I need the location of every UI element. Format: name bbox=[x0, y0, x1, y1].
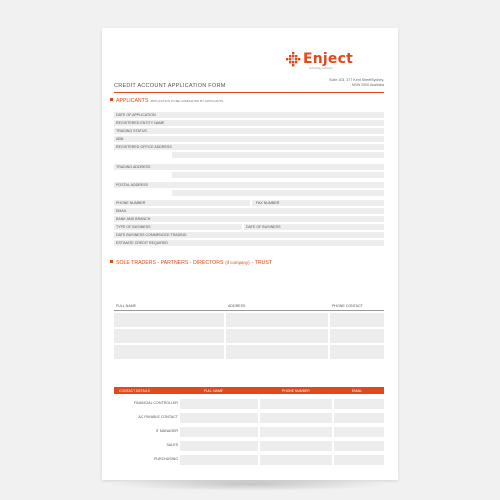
column-header-full-name: FULL NAME bbox=[116, 304, 137, 308]
address-line-1: Suite 103, 377 Kent StreetSydney, bbox=[329, 78, 384, 82]
applicants-title: APPLICANTS bbox=[116, 98, 149, 104]
phone-number-cell[interactable] bbox=[260, 413, 332, 423]
full-name-cell[interactable] bbox=[180, 441, 258, 451]
trading-address-line-2[interactable] bbox=[114, 172, 384, 178]
field-label: PHONE NUMBER bbox=[116, 201, 146, 205]
email-cell[interactable] bbox=[334, 427, 384, 437]
contact-table-header bbox=[114, 387, 384, 394]
table-cell[interactable] bbox=[226, 345, 328, 359]
full-name-cell[interactable] bbox=[180, 455, 258, 465]
field-label: REGISTERED OFFICE ADDRESS bbox=[116, 145, 172, 149]
business-type-row[interactable] bbox=[114, 224, 384, 230]
trading-status-field[interactable] bbox=[114, 128, 384, 134]
full-name-cell[interactable] bbox=[180, 413, 258, 423]
table-header-rule bbox=[114, 310, 384, 311]
registered-office-address-field[interactable] bbox=[114, 144, 384, 150]
column-header-full-name: FULL NAME bbox=[204, 388, 223, 393]
contact-row-ac-payable bbox=[114, 413, 384, 423]
phone-number-cell[interactable] bbox=[260, 427, 332, 437]
table-cell[interactable] bbox=[114, 345, 224, 359]
postal-address-line-2[interactable] bbox=[114, 190, 384, 196]
column-header-phone-number: PHONE NUMBER bbox=[282, 388, 310, 393]
contact-row-it-manager bbox=[114, 427, 384, 437]
column-header-address: ADDRESS bbox=[228, 304, 246, 308]
date-commenced-trading-field[interactable] bbox=[114, 232, 384, 238]
email-cell[interactable] bbox=[334, 399, 384, 409]
field-label: ABN bbox=[116, 137, 124, 141]
email-cell[interactable] bbox=[334, 413, 384, 423]
registered-entity-name-field[interactable] bbox=[114, 120, 384, 126]
logo-tagline: technology solutions bbox=[309, 67, 333, 70]
field-label: FAX NUMBER bbox=[256, 201, 280, 205]
sole-traders-section-header bbox=[110, 260, 272, 266]
phone-number-cell[interactable] bbox=[260, 441, 332, 451]
field-label: POSTAL ADDRESS bbox=[116, 183, 148, 187]
table-cell[interactable] bbox=[330, 313, 384, 327]
contact-role-label: AC PAYABLE CONTACT bbox=[138, 415, 178, 419]
postal-address-field[interactable] bbox=[114, 182, 384, 188]
field-label: ESTIMATE CREDIT REQUIRED bbox=[116, 241, 168, 245]
phone-fax-row[interactable] bbox=[114, 200, 384, 206]
field-label: REGISTERED ENTITY NAME bbox=[116, 121, 165, 125]
trading-address-field[interactable] bbox=[114, 164, 384, 170]
form-title: CREDIT ACCOUNT APPLICATION FORM bbox=[114, 83, 226, 89]
contact-role-label: PURCHASING bbox=[154, 457, 178, 461]
email-field[interactable] bbox=[114, 208, 384, 214]
abn-field[interactable] bbox=[114, 136, 384, 142]
logo-wordmark: Enject bbox=[303, 51, 354, 67]
table-cell[interactable] bbox=[226, 313, 328, 327]
field-label: DATE OF BUSINESS bbox=[246, 225, 281, 229]
full-name-cell[interactable] bbox=[180, 427, 258, 437]
email-cell[interactable] bbox=[334, 441, 384, 451]
registered-office-address-line-2[interactable] bbox=[114, 152, 384, 158]
table-cell[interactable] bbox=[114, 329, 224, 343]
table-cell[interactable] bbox=[330, 329, 384, 343]
company-address bbox=[329, 78, 384, 88]
bank-and-branch-field[interactable] bbox=[114, 216, 384, 222]
table-cell[interactable] bbox=[114, 313, 224, 327]
form-page bbox=[102, 28, 398, 480]
column-header-contact-details: CONTACT DETAILS bbox=[119, 388, 150, 393]
estimate-credit-required-field[interactable] bbox=[114, 240, 384, 246]
contact-role-label: IT MANAGER bbox=[155, 429, 178, 433]
section-bullet-icon bbox=[110, 260, 113, 263]
column-header-phone-contact: PHONE CONTACT bbox=[332, 304, 363, 308]
date-of-application-field[interactable] bbox=[114, 112, 384, 118]
field-label: BANK AND BRANCH bbox=[116, 217, 151, 221]
section-bullet-icon bbox=[110, 98, 113, 101]
company-logo bbox=[286, 49, 353, 69]
column-header-email: EMAIL bbox=[352, 388, 363, 393]
field-label: TRADING STATUS bbox=[116, 129, 147, 133]
email-cell[interactable] bbox=[334, 455, 384, 465]
applicants-section-header bbox=[110, 98, 223, 104]
field-label: EMAIL bbox=[116, 209, 127, 213]
contact-role-label: SALES bbox=[166, 443, 178, 447]
field-label: DATE BUSINESS COMMENCED TRADING bbox=[116, 233, 187, 237]
if-company-note: (if company) bbox=[225, 260, 250, 265]
phone-number-cell[interactable] bbox=[260, 455, 332, 465]
address-line-2: NSW 2000 Australia bbox=[351, 83, 384, 87]
phone-number-cell[interactable] bbox=[260, 399, 332, 409]
full-name-cell[interactable] bbox=[180, 399, 258, 409]
field-label: DATE OF APPLICATION bbox=[116, 113, 156, 117]
table-cell[interactable] bbox=[330, 345, 384, 359]
field-label: TYPE OF BUSINESS bbox=[116, 225, 151, 229]
title-divider bbox=[114, 92, 384, 93]
contact-row-purchasing bbox=[114, 455, 384, 465]
table-cell[interactable] bbox=[226, 329, 328, 343]
applicants-subtitle: APPLICATION TO BE COMPLETED BY APPLICANTS bbox=[150, 99, 224, 103]
field-label: TRADING ADDRESS bbox=[116, 165, 151, 169]
contact-row-sales bbox=[114, 441, 384, 451]
trust-label: - TRUST bbox=[251, 260, 272, 266]
contact-row-financial-controller bbox=[114, 399, 384, 409]
sole-traders-title: SOLE TRADERS - PARTNERS - DIRECTORS bbox=[116, 260, 224, 266]
logo-dots-icon bbox=[286, 52, 301, 67]
contact-role-label: FINANCIAL CONTROLLER bbox=[133, 401, 178, 405]
